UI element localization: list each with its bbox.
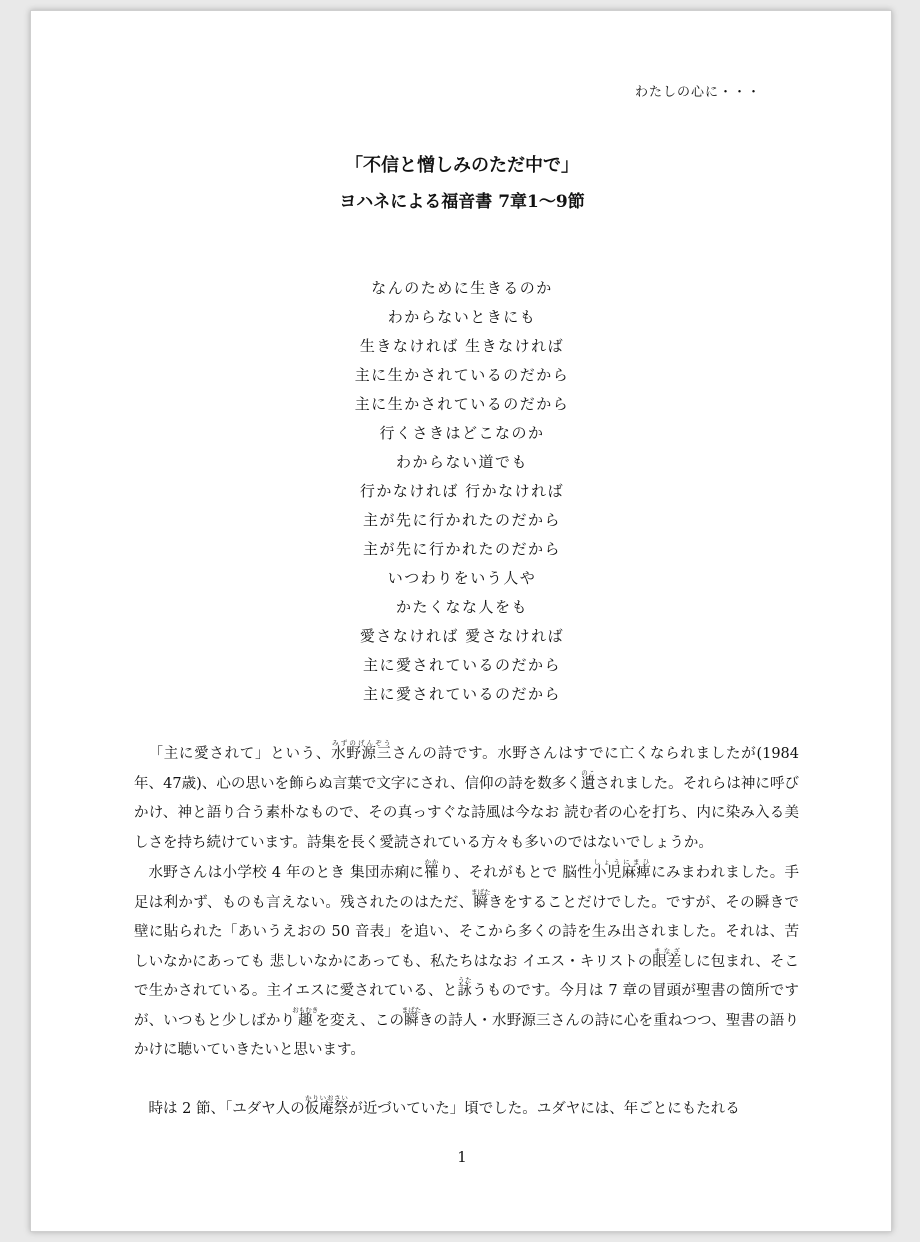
ruby-shonimahi: 小児麻痺しょうにまひ <box>592 858 652 881</box>
ruby-mizuno-genzo: 水野源三みずのげんぞう <box>331 739 392 762</box>
ruby-karioiosai: 仮庵祭かりいおさい <box>304 1093 349 1117</box>
paragraph-context: 時は 2 節、「ユダヤ人の仮庵祭かりいおさいが近づいていた」頃でした。ユダヤには、年ごとにもたれる <box>148 1093 740 1117</box>
ruby-kakari: 罹かか <box>424 858 440 881</box>
poem-line: 主が先に行かれたのだから <box>362 511 561 529</box>
poem-line: 主に愛されているのだから <box>362 656 561 674</box>
ruby-manazashi: 眼差まなざ <box>652 946 682 970</box>
ruby-utau: 詠うた <box>457 976 473 999</box>
poem-line: 主に生かされているのだから <box>354 395 570 413</box>
poem <box>31 274 893 709</box>
poem-line: 主に愛されているのだから <box>362 685 561 703</box>
paragraph-intro: 「主に愛されて」という、水野源三みずのげんぞうさんの詩です。水野さんはすでに亡くなられましたが(1984年、47歳)、心の思いを飾らぬ言葉で文字にされ、信仰の詩を数多く遺のこされました。それらは神に呼びかけ、神と語り合う素朴なもので、その真っすぐな詩風は今なお 読む者の心を打ち、内に染み入る美しさを持ち続けています。詩集を長く愛読されている方々も多いのではないでしょうか。 <box>134 739 800 851</box>
poem-line: 行かなければ 行かなければ <box>359 482 565 500</box>
ruby-mabataki: 瞬まばた <box>401 1005 422 1029</box>
sermon-title: 「不信と憎しみのただ中で」 <box>345 155 579 176</box>
running-header: わたしの心に・・・ <box>634 85 761 100</box>
poem-line: いつわりをいう人や <box>387 569 537 587</box>
poem-line: かたくなな人をも <box>395 598 528 616</box>
poem-line: 主が先に行かれたのだから <box>362 540 561 558</box>
document-page <box>30 10 892 1232</box>
scripture-reference: ヨハネによる福音書 7章1〜9節 <box>339 192 585 212</box>
poem-line: 行くさきはどこなのか <box>379 424 545 442</box>
poem-line: 愛さなければ 愛さなければ <box>359 627 565 645</box>
ruby-omomuki: 趣おもむき <box>292 1005 319 1029</box>
poem-line: 生きなければ 生きなければ <box>359 337 565 355</box>
poem-line: なんのために生きるのか <box>371 279 553 297</box>
body-text <box>134 739 799 1124</box>
page-number: 1 <box>457 1148 467 1166</box>
ruby-mabataki: 瞬まばた <box>470 887 491 911</box>
poem-line: 主に生かされているのだから <box>354 366 570 384</box>
poem-line: わからないときにも <box>387 308 537 326</box>
poem-line: わからない道でも <box>395 453 528 471</box>
paragraph-biography: 水野さんは小学校 4 年のとき 集団赤痢に罹かかり、それがもとで 脳性小児麻痺しょうにまひにみまわれました。手足は利かず、ものも言えない。残されたのはただ、瞬まばたきをすることだけでした。ですが、その瞬きで 壁に貼られた「あいうえおの 50 音表」を追い、そこから多くの詩を生み出されました。それは、苦しいなかにあっても 悲しいなかにあっても、私たちはなお イエス・キリストの眼差まなざしに包まれ、そこで生かされている。主イエスに愛されている、と詠うたうものです。今月は 7 章の冒頭が聖書の箇所ですが、いつもと少しばかり趣おもむきを変え、この瞬まばたきの詩人・水野源三さんの詩に心を重ねつつ、聖書の語りかけに聴いていきたいと思います。 <box>134 858 800 1058</box>
ruby-nokosu: 遺のこ <box>580 768 596 792</box>
